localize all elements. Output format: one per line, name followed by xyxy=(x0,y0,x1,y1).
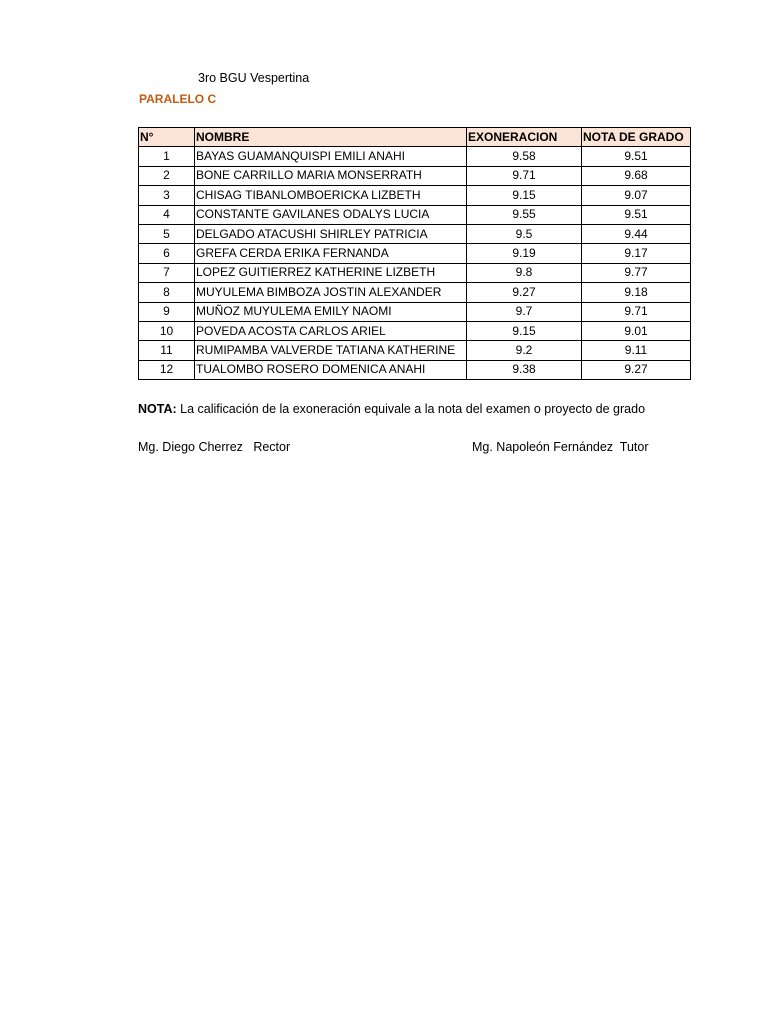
table-header-row xyxy=(139,128,691,147)
student-name: MUÑOZ MUYULEMA EMILY NAOMI xyxy=(195,302,467,321)
row-number: 10 xyxy=(139,321,195,340)
exoneracion-score: 9.15 xyxy=(467,186,582,205)
exoneracion-score: 9.27 xyxy=(467,283,582,302)
row-number: 7 xyxy=(139,263,195,282)
signature-tutor: Mg. Napoleón Fernández Tutor xyxy=(472,440,649,454)
exoneracion-score: 9.71 xyxy=(467,166,582,185)
exoneracion-score: 9.7 xyxy=(467,302,582,321)
nota-grado-score: 9.51 xyxy=(582,147,691,166)
table-row xyxy=(139,321,691,340)
row-number: 8 xyxy=(139,283,195,302)
column-header-nota-grado: NOTA DE GRADO xyxy=(582,128,691,147)
column-header-exoneracion: EXONERACION xyxy=(467,128,582,147)
signature-rector: Mg. Diego Cherrez Rector xyxy=(138,440,291,454)
row-number: 1 xyxy=(139,147,195,166)
row-number: 4 xyxy=(139,205,195,224)
student-name: GREFA CERDA ERIKA FERNANDA xyxy=(195,244,467,263)
student-name: LOPEZ GUITIERREZ KATHERINE LIZBETH xyxy=(195,263,467,282)
exoneracion-score: 9.55 xyxy=(467,205,582,224)
row-number: 5 xyxy=(139,224,195,243)
table-row xyxy=(139,186,691,205)
table-row xyxy=(139,244,691,263)
row-number: 2 xyxy=(139,166,195,185)
footnote-text: La calificación de la exoneración equivale a la nota del examen o proyecto de grado xyxy=(176,402,646,416)
nota-grado-score: 9.51 xyxy=(582,205,691,224)
row-number: 11 xyxy=(139,341,195,360)
nota-grado-score: 9.27 xyxy=(582,360,691,379)
row-number: 6 xyxy=(139,244,195,263)
grades-table xyxy=(138,127,691,380)
section-title: PARALELO C xyxy=(139,92,217,106)
exoneracion-score: 9.2 xyxy=(467,341,582,360)
exoneracion-score: 9.15 xyxy=(467,321,582,340)
student-name: POVEDA ACOSTA CARLOS ARIEL xyxy=(195,321,467,340)
nota-grado-score: 9.11 xyxy=(582,341,691,360)
student-name: BONE CARRILLO MARIA MONSERRATH xyxy=(195,166,467,185)
nota-grado-score: 9.01 xyxy=(582,321,691,340)
column-header-number: N° xyxy=(139,128,195,147)
table-row xyxy=(139,360,691,379)
table-row xyxy=(139,205,691,224)
row-number: 3 xyxy=(139,186,195,205)
table-row xyxy=(139,302,691,321)
table-row xyxy=(139,166,691,185)
nota-grado-score: 9.68 xyxy=(582,166,691,185)
exoneracion-score: 9.58 xyxy=(467,147,582,166)
student-name: DELGADO ATACUSHI SHIRLEY PATRICIA xyxy=(195,224,467,243)
course-title: 3ro BGU Vespertina xyxy=(198,71,310,85)
student-name: BAYAS GUAMANQUISPI EMILI ANAHI xyxy=(195,147,467,166)
student-name: TUALOMBO ROSERO DOMENICA ANAHI xyxy=(195,360,467,379)
footnote xyxy=(138,402,645,416)
nota-grado-score: 9.77 xyxy=(582,263,691,282)
footnote-label: NOTA: xyxy=(138,402,177,416)
column-header-name: NOMBRE xyxy=(195,128,467,147)
nota-grado-score: 9.71 xyxy=(582,302,691,321)
row-number: 12 xyxy=(139,360,195,379)
exoneracion-score: 9.5 xyxy=(467,224,582,243)
nota-grado-score: 9.17 xyxy=(582,244,691,263)
table-row xyxy=(139,283,691,302)
exoneracion-score: 9.38 xyxy=(467,360,582,379)
table-row xyxy=(139,341,691,360)
student-name: CHISAG TIBANLOMBOERICKA LIZBETH xyxy=(195,186,467,205)
exoneracion-score: 9.19 xyxy=(467,244,582,263)
student-name: RUMIPAMBA VALVERDE TATIANA KATHERINE xyxy=(195,341,467,360)
table-row xyxy=(139,224,691,243)
row-number: 9 xyxy=(139,302,195,321)
nota-grado-score: 9.18 xyxy=(582,283,691,302)
table-row xyxy=(139,147,691,166)
student-name: CONSTANTE GAVILANES ODALYS LUCIA xyxy=(195,205,467,224)
table-row xyxy=(139,263,691,282)
nota-grado-score: 9.44 xyxy=(582,224,691,243)
nota-grado-score: 9.07 xyxy=(582,186,691,205)
exoneracion-score: 9.8 xyxy=(467,263,582,282)
student-name: MUYULEMA BIMBOZA JOSTIN ALEXANDER xyxy=(195,283,467,302)
